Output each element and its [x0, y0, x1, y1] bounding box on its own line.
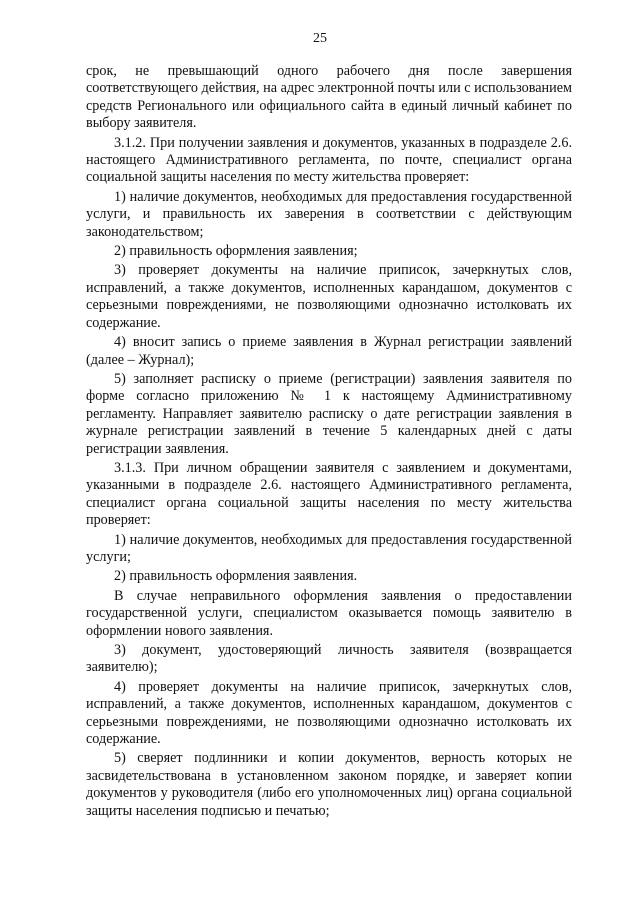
- paragraph-3-1-3: 3.1.3. При личном обращении заявителя с заявлением и документами, указанными в подразделе 2.6. настоящего Административного регламента, специалист органа социальной защиты населения по месту жительства проверяет:: [86, 459, 572, 529]
- list-item-4-document-check-personal: 4) проверяет документы на наличие приписок, зачеркнутых слов, исправлений, а также документов, исполненных карандашом, документов с серьезными повреждениями, не позволяющими однозначно истолковать их содержание.: [86, 678, 572, 748]
- paragraph-incorrect-application: В случае неправильного оформления заявления о предоставлении государственной услуги, специалистом оказывается помощь заявителю в оформлении нового заявления.: [86, 587, 572, 639]
- list-item-4-journal-entry: 4) вносит запись о приеме заявления в Журнал регистрации заявлений (далее – Журнал);: [86, 334, 572, 368]
- list-item-2-application-form-personal: 2) правильность оформления заявления.: [114, 568, 358, 585]
- list-item-5-receipt: 5) заполняет расписку о приеме (регистрации) заявления заявителя по форме согласно приложению № 1 к настоящему Административному регламенту. Направляет заявителю расписку о дате регистрации заявления в журнале регистрации заявлений в течение 5 календарных дней с даты регистрации заявления.: [86, 370, 572, 457]
- list-item-1-documents: 1) наличие документов, необходимых для предоставления государственной услуги, и правильность их заверения в соответствии с действующим законодательством;: [86, 188, 572, 240]
- list-item-1-documents-personal: 1) наличие документов, необходимых для предоставления государственной услуги;: [86, 531, 572, 565]
- page-number: 25: [313, 31, 327, 46]
- paragraph-deadline-continuation: срок, не превышающий одного рабочего дня после завершения соответствующего действия, на адрес электронной почты или с использованием средств Регионального или официального сайта в единый личный кабинет по выбору заявителя.: [86, 63, 572, 132]
- list-item-2-application-form: 2) правильность оформления заявления;: [114, 243, 358, 260]
- list-item-3-document-check: 3) проверяет документы на наличие приписок, зачеркнутых слов, исправлений, а также документов, исполненных карандашом, документов с серьезными повреждениями, не позволяющими однозначно истолковать их содержание.: [86, 262, 572, 331]
- list-item-5-verify-copies: 5) сверяет подлинники и копии документов, верность которых не засвидетельствована в установленном законом порядке, и заверяет копии документов у руководителя (либо его уполномоченных лиц) органа социальной защиты населения подписью и печатью;: [86, 750, 572, 819]
- list-item-3-identity-document: 3) документ, удостоверяющий личность заявителя (возвращается заявителю);: [86, 642, 572, 676]
- document-body: [86, 63, 572, 820]
- paragraph-3-1-2: 3.1.2. При получении заявления и документов, указанных в подразделе 2.6. настоящего Административного регламента, по почте, специалист органа социальной защиты населения по месту жительства проверяет:: [86, 134, 572, 186]
